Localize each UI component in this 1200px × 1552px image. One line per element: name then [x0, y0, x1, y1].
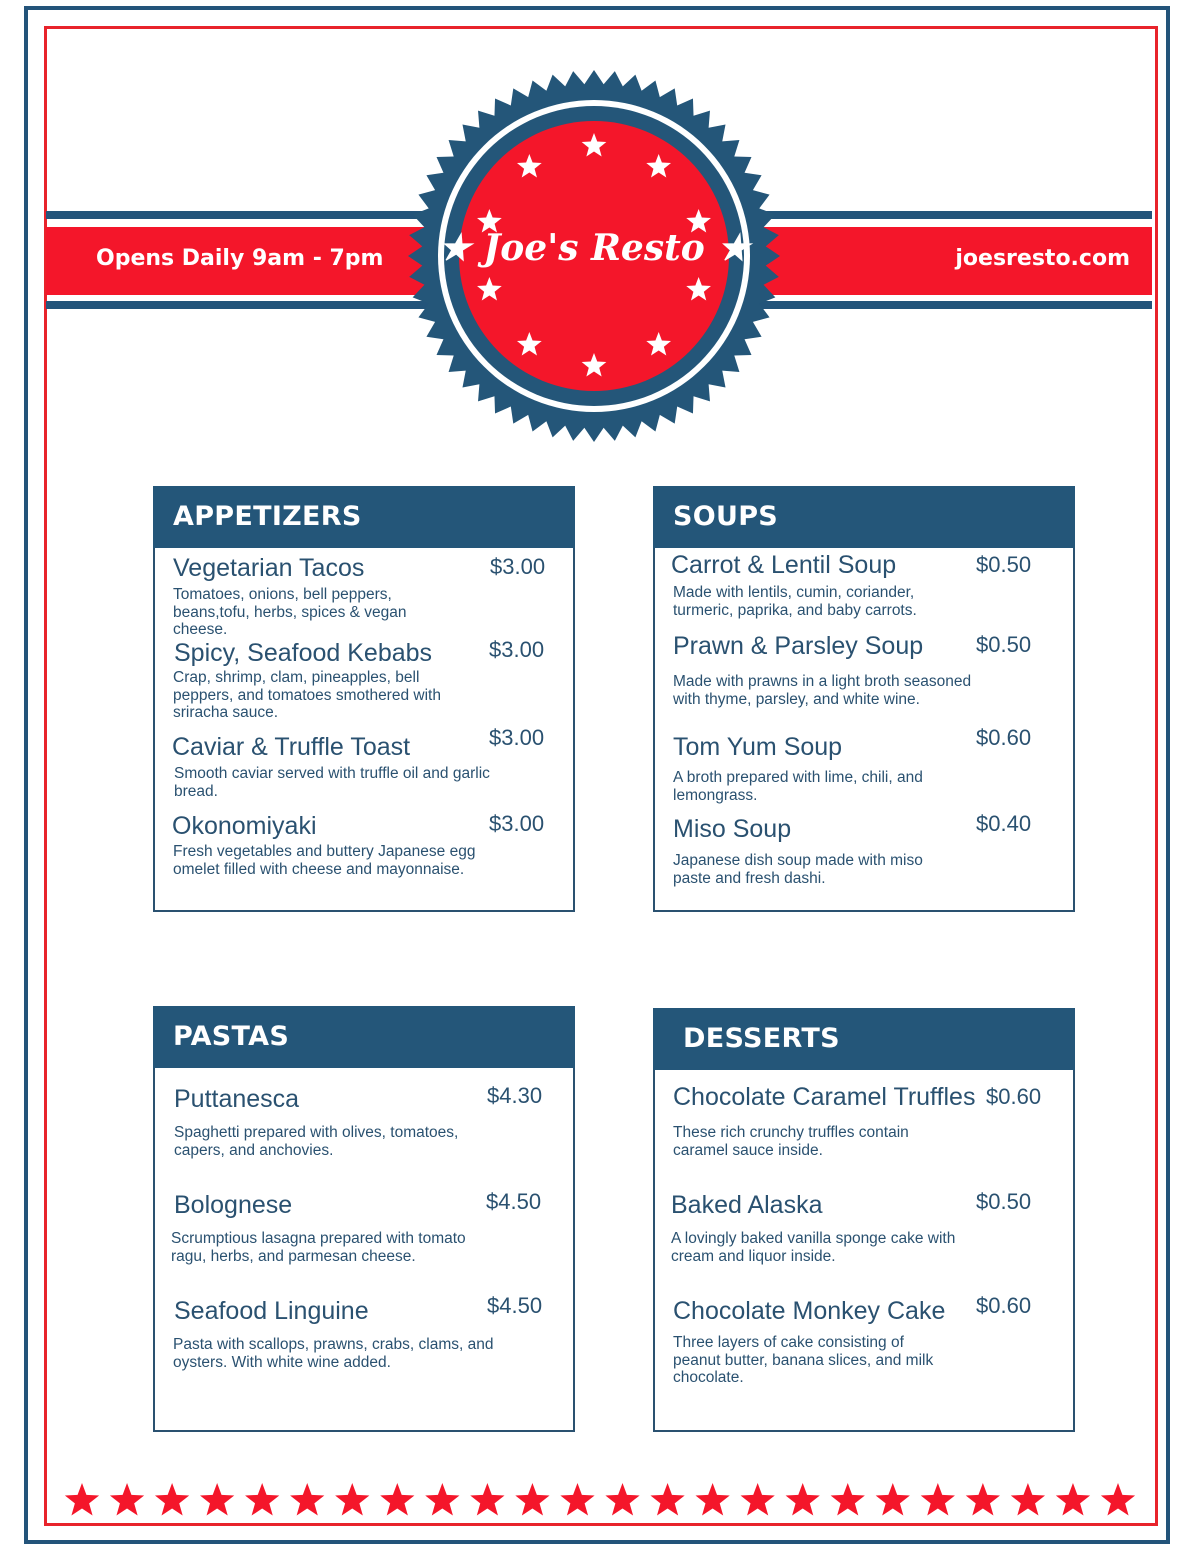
menu-item-price: $0.60: [976, 1293, 1032, 1318]
menu-item-name: Chocolate Monkey Cake: [673, 1297, 946, 1325]
star-icon: [1011, 1483, 1045, 1516]
menu-item-desc: Made with lentils, cumin, coriander, turmeric, paprika, and baby carrots.: [673, 584, 917, 619]
menu-item-price: $4.50: [486, 1189, 542, 1214]
menu-item-name: Caviar & Truffle Toast: [172, 733, 411, 761]
menu-item-name: Bolognese: [174, 1191, 293, 1219]
section-title: DESSERTS: [653, 1008, 1075, 1070]
star-icon: [245, 1483, 279, 1516]
menu-item-name: Chocolate Caramel Truffles: [673, 1083, 976, 1111]
star-icon: [155, 1483, 189, 1516]
menu-item-name: Prawn & Parsley Soup: [673, 632, 924, 660]
brand-name: ★ Joe's Resto ★: [438, 227, 750, 269]
star-icon: [515, 1483, 549, 1516]
menu-item-price: $0.60: [976, 725, 1032, 750]
menu-item-desc: Scrumptious lasagna prepared with tomato ragu, herbs, and parmesan cheese.: [171, 1230, 466, 1265]
menu-item-name: Seafood Linguine: [174, 1297, 369, 1325]
star-icon: [200, 1483, 234, 1516]
star-icon: [921, 1483, 955, 1516]
star-icon: [290, 1483, 324, 1516]
menu-item-desc: Smooth caviar served with truffle oil and garlic bread.: [174, 765, 490, 800]
star-icon: [605, 1483, 639, 1516]
section-soups: [653, 486, 1075, 912]
star-icon: [831, 1483, 865, 1516]
star-icon: [1101, 1483, 1135, 1516]
star-icon: [560, 1483, 594, 1516]
menu-item-name: Okonomiyaki: [172, 812, 317, 840]
star-icon: [1056, 1483, 1090, 1516]
menu-item-desc: Tomatoes, onions, bell peppers, beans,tofu, herbs, spices & vegan cheese.: [173, 586, 407, 638]
menu-item-name: Miso Soup: [673, 815, 792, 843]
menu-item-desc: Japanese dish soup made with miso paste and fresh dashi.: [673, 852, 923, 887]
star-icon: [786, 1483, 820, 1516]
star-icon: [876, 1483, 910, 1516]
star-icon: [65, 1483, 99, 1516]
star-icon: [695, 1483, 729, 1516]
section-title: PASTAS: [153, 1006, 575, 1068]
menu-item-desc: Three layers of cake consisting of peanut butter, banana slices, and milk chocolate.: [673, 1334, 934, 1386]
menu-item-price: $4.50: [487, 1293, 543, 1318]
section-pastas: [153, 1006, 575, 1432]
menu-item-desc: Made with prawns in a light broth seasoned with thyme, parsley, and white wine.: [673, 673, 972, 708]
star-icon: [335, 1483, 369, 1516]
menu-item-price: $3.00: [489, 811, 545, 836]
star-icon: [741, 1483, 775, 1516]
star-icon: [470, 1483, 504, 1516]
star-icon: [110, 1483, 144, 1516]
menu-item-desc: A lovingly baked vanilla sponge cake with cream and liquor inside.: [671, 1230, 956, 1265]
star-icon: [966, 1483, 1000, 1516]
section-appetizers: [153, 486, 575, 912]
opening-hours: Opens Daily 9am - 7pm: [96, 246, 384, 271]
menu-item-price: $4.30: [487, 1083, 543, 1108]
menu-item-price: $0.50: [976, 1189, 1032, 1214]
menu-item-name: Vegetarian Tacos: [173, 554, 365, 582]
menu-item-price: $0.60: [986, 1084, 1042, 1109]
section-desserts: [653, 1008, 1075, 1432]
menu-item-name: Baked Alaska: [671, 1191, 823, 1219]
menu-item-price: $3.00: [490, 554, 546, 579]
menu-item-name: Tom Yum Soup: [673, 733, 843, 761]
menu-item-price: $0.50: [976, 632, 1032, 657]
menu-item-desc: Pasta with scallops, prawns, crabs, clams, and oysters. With white wine added.: [173, 1336, 494, 1371]
menu-item-price: $3.00: [489, 637, 545, 662]
menu-item-price: $3.00: [489, 725, 545, 750]
menu-item-price: $0.50: [976, 552, 1032, 577]
menu-item-name: Spicy, Seafood Kebabs: [174, 639, 433, 667]
menu-item-desc: A broth prepared with lime, chili, and lemongrass.: [673, 769, 923, 804]
star-icon: [425, 1483, 459, 1516]
section-title: APPETIZERS: [153, 486, 575, 548]
menu-item-desc: Crap, shrimp, clam, pineapples, bell peppers, and tomatoes smothered with sriracha sauce.: [173, 669, 441, 721]
menu-item-desc: These rich crunchy truffles contain caramel sauce inside.: [673, 1124, 909, 1159]
star-icon: [380, 1483, 414, 1516]
menu-item-desc: Fresh vegetables and buttery Japanese egg omelet filled with cheese and mayonnaise.: [173, 843, 476, 878]
star-icon-border: [60, 1478, 1140, 1522]
star-icon: [650, 1483, 684, 1516]
menu-item-name: Carrot & Lentil Soup: [671, 551, 897, 579]
menu-item-price: $0.40: [976, 811, 1032, 836]
section-title: SOUPS: [653, 486, 1075, 548]
menu-item-desc: Spaghetti prepared with olives, tomatoes, capers, and anchovies.: [174, 1124, 459, 1159]
website-link[interactable]: joesresto.com: [955, 246, 1130, 271]
menu-item-name: Puttanesca: [174, 1085, 300, 1113]
